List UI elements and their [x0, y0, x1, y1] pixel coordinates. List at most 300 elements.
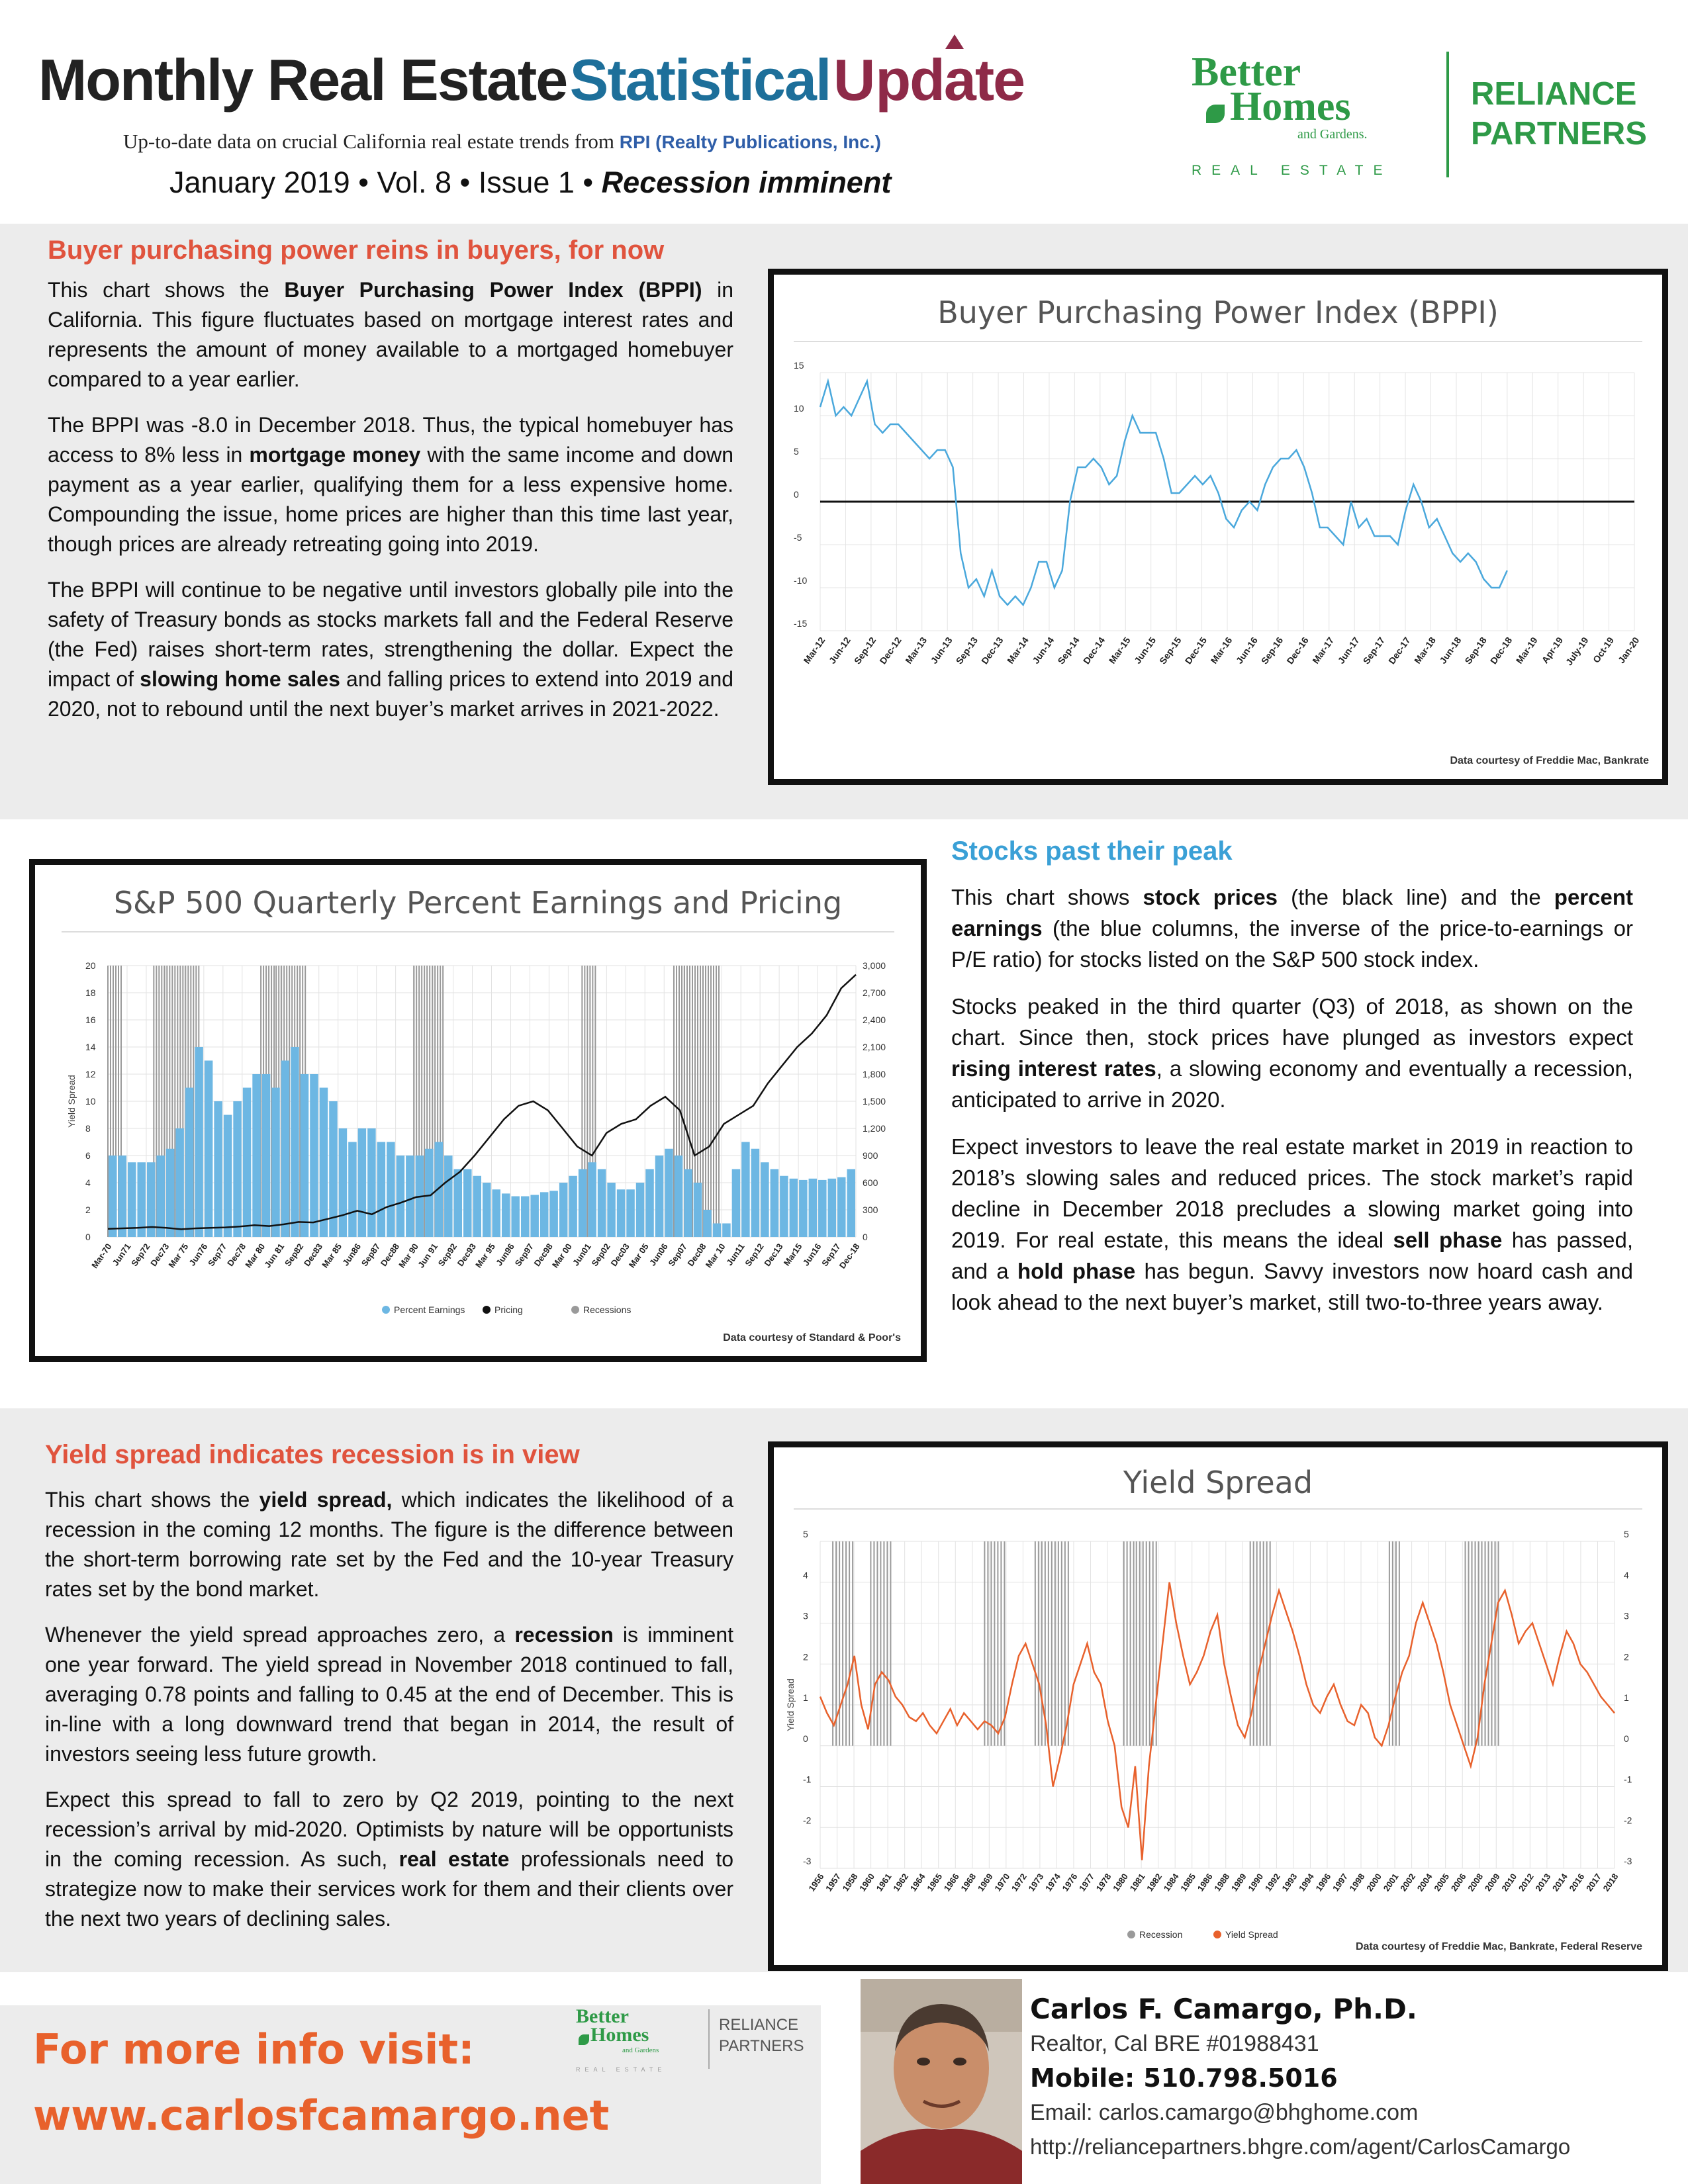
issue-info: January 2019 • Vol. 8 • Issue 1 •: [169, 165, 594, 199]
sp-x-tick-label: Dec88: [378, 1242, 402, 1269]
s2-p2-text2: , a slowing economy and eventually a recession, anticipated to arrive in 2020.: [951, 1056, 1633, 1112]
sp-x-tick-label: Jun71: [110, 1242, 133, 1268]
sp-earnings-bar: [607, 1183, 615, 1237]
s2-p3-text1: Expect investors to leave the real estate market in 2019 in reaction to 2018’s slowing sales and reduced prices. The stock market’s rapid decline in December 2018 precludes a slowing market going into 2019. For real estate, this means the ideal: [951, 1134, 1633, 1252]
bppi-series-line: [820, 381, 1507, 605]
yield-x-tick-label: 1956: [806, 1872, 826, 1893]
bppi-x-tick-label: Jun-15: [1132, 635, 1158, 666]
bppi-x-tick-label: Jun-12: [826, 635, 853, 666]
sp-earnings-bar: [397, 1156, 404, 1237]
masthead: [38, 46, 1164, 126]
bppi-x-tick-label: Jun-16: [1233, 635, 1260, 666]
s1-p1-text2: in California. This figure fluctuates based on mortgage interest rates and represents the amount of money available to a mortgaged homebuyer compared to a year earlier.: [48, 278, 734, 391]
sp-earnings-bar: [847, 1169, 855, 1238]
sp-legend-swatch: [571, 1306, 579, 1314]
sp-earnings-bar: [703, 1210, 711, 1237]
bppi-x-tick-label: Jan-20: [1615, 635, 1642, 666]
reliance-logo-line1: RELIANCE: [1471, 76, 1637, 112]
sp-y-tick-label: 2: [85, 1205, 91, 1215]
yield-x-tick-label: 2008: [1466, 1872, 1485, 1893]
sp-earnings-bar: [147, 1162, 155, 1237]
yield-y-tick-label: -1: [803, 1774, 812, 1785]
section3-title: Yield spread indicates recession is in view: [45, 1440, 580, 1469]
bppi-x-tick-label: Dec-14: [1080, 635, 1107, 666]
sp-x-tick-label: Mar15: [781, 1242, 804, 1268]
sp-earnings-bar: [463, 1169, 471, 1238]
sp-earnings-bar: [502, 1193, 510, 1237]
s1-p3-bold: slowing home sales: [140, 667, 340, 691]
sp-y2-tick-label: 0: [863, 1232, 868, 1242]
sp-x-tick-label: Dec08: [685, 1242, 708, 1269]
yield-y-tick-label: 4: [803, 1569, 808, 1580]
yield-x-tick-label: 1982: [1145, 1872, 1164, 1893]
yield-y2-tick-label: 5: [1624, 1529, 1629, 1539]
s1-p3-text2: and falling prices to extend into 2019 and 2020, not to rebound until the next buyer’s market arrives in 2021-2022.: [48, 667, 734, 721]
sp500-title-underline: [62, 931, 894, 933]
yield-x-tick-label: 1988: [1212, 1872, 1232, 1893]
yield-legend-swatch: [1213, 1931, 1221, 1938]
bppi-x-tick-label: Mar-19: [1513, 635, 1540, 666]
sp-earnings-bar: [837, 1177, 845, 1237]
bppi-x-tick-label: Sep-12: [851, 635, 878, 666]
sp-y2-tick-label: 1,500: [863, 1096, 886, 1107]
sp-earnings-bar: [137, 1162, 145, 1237]
sp-y-tick-label: 10: [85, 1096, 96, 1107]
footer-logo-gardens: and Gardens: [622, 2046, 659, 2054]
issue-headline: Recession imminent: [601, 165, 892, 199]
bppi-y-tick-label: 0: [794, 489, 799, 500]
section2-body: [951, 882, 1633, 1334]
sp-x-tick-label: Mar-70: [89, 1242, 114, 1271]
sp-y-tick-label: 14: [85, 1042, 96, 1052]
footer-reliance-logo: [719, 2015, 804, 2057]
sp-x-tick-label: Dec98: [532, 1242, 555, 1269]
yield-x-tick-label: 1986: [1195, 1872, 1215, 1893]
yield-y-tick-label: 2: [803, 1651, 808, 1662]
bhg-logo: [1185, 52, 1436, 184]
sp-x-tick-label: Dec03: [608, 1242, 632, 1269]
bppi-chart-frame: [768, 269, 1668, 785]
agent-license: Realtor, Cal BRE #01988431: [1030, 2031, 1319, 2056]
sp-earnings-bar: [790, 1179, 798, 1237]
sp-x-tick-label: Sep12: [743, 1242, 766, 1269]
sp-x-tick-label: Jun 81: [262, 1242, 287, 1270]
yield-chart-frame: [768, 1441, 1668, 1971]
s3-p1-text1: This chart shows the: [45, 1488, 250, 1512]
bppi-x-tick-label: Jun-14: [1030, 635, 1056, 666]
sp-x-tick-label: Sep92: [436, 1242, 459, 1269]
sp-earnings-bar: [645, 1169, 653, 1238]
sp500-chart-title: S&P 500 Quarterly Percent Earnings and Pricing: [113, 885, 843, 921]
sp-y2-tick-label: 300: [863, 1205, 878, 1215]
sp-earnings-bar: [195, 1047, 203, 1237]
bppi-y-tick-label: -15: [794, 618, 808, 629]
sp-earnings-bar: [271, 1088, 279, 1238]
sp-y2-tick-label: 900: [863, 1150, 878, 1161]
sp-earnings-bar: [291, 1047, 299, 1237]
yield-x-tick-label: 1989: [1229, 1872, 1248, 1893]
sp-earnings-bar: [243, 1088, 251, 1238]
agent-url[interactable]: http://reliancepartners.bhgre.com/agent/CarlosCamargo: [1030, 2134, 1571, 2159]
yield-x-tick-label: 2012: [1516, 1872, 1536, 1893]
bppi-x-tick-label: Oct-19: [1590, 635, 1617, 665]
yield-x-tick-label: 1974: [1043, 1872, 1062, 1893]
sp-earnings-bar: [732, 1169, 740, 1238]
sp-x-tick-label: Jun96: [494, 1242, 516, 1268]
yield-y2-tick-label: 4: [1624, 1569, 1629, 1580]
bppi-y-tick-label: -5: [794, 532, 802, 543]
bppi-x-tick-label: Mar-13: [903, 635, 929, 666]
bppi-x-tick-label: Dec-18: [1487, 635, 1515, 666]
masthead-title-part3: U: [833, 47, 876, 113]
sp-legend-label: Recessions: [583, 1304, 632, 1315]
s1-p2-text2: with the same income and down payment as a year earlier, qualifying them for a less expensive home. Compounding the issue, home prices are higher than this time last year, though prices are already retreating going into 2019.: [48, 443, 734, 556]
agent-photo: [861, 1979, 1022, 2184]
bppi-title-underline: [794, 341, 1642, 342]
footer-leaf-icon: [579, 2034, 589, 2045]
sp-earnings-bar: [530, 1195, 538, 1237]
sp-earnings-bar: [626, 1189, 634, 1237]
sp-earnings-bar: [175, 1128, 183, 1237]
bppi-x-tick-label: Sep-16: [1258, 635, 1286, 666]
s1-p2-bold: mortgage money: [249, 443, 421, 467]
yield-x-tick-label: 1998: [1347, 1872, 1367, 1893]
bhg-logo-homes: Homes: [1230, 84, 1351, 129]
s3-p1-bold: yield spread,: [259, 1488, 393, 1512]
yield-x-tick-label: 1977: [1077, 1872, 1096, 1893]
sp-x-tick-label: Mar 80: [243, 1242, 267, 1270]
yield-y2-tick-label: 0: [1624, 1733, 1629, 1744]
s2-p2-text1: Stocks peaked in the third quarter (Q3) of 2018, as shown on the chart. Since then, stock prices have plunged as investors expect: [951, 994, 1633, 1050]
up-arrow-icon: [945, 34, 964, 49]
yield-y2-tick-label: 2: [1624, 1651, 1629, 1662]
sp-y2-tick-label: 1,200: [863, 1123, 886, 1134]
sp-earnings-bar: [521, 1197, 529, 1238]
footer-reliance-line1: RELIANCE: [719, 2016, 799, 2034]
sp-x-tick-label: Jun01: [570, 1242, 593, 1268]
sp-earnings-bar: [118, 1156, 126, 1237]
sp-x-tick-label: Sep82: [282, 1242, 306, 1269]
sp500-chart-credit: Data courtesy of Standard & Poor's: [723, 1332, 901, 1343]
sp-x-tick-label: Sep87: [359, 1242, 383, 1269]
sp-x-tick-label: Sep77: [206, 1242, 229, 1269]
s2-p1-text1: This chart shows: [951, 885, 1130, 909]
yield-y-tick-label: -2: [803, 1815, 812, 1826]
yield-y-tick-label: -3: [803, 1856, 812, 1866]
yield-x-tick-label: 2001: [1381, 1872, 1401, 1893]
yield-x-tick-label: 1970: [992, 1872, 1012, 1893]
sp-legend-swatch: [483, 1306, 491, 1314]
bppi-x-tick-label: Sep-13: [953, 635, 980, 666]
sp-x-tick-label: Dec83: [301, 1242, 325, 1269]
sp-earnings-bar: [799, 1180, 807, 1237]
sp-earnings-bar: [109, 1156, 117, 1237]
bhg-logo-gardens: and Gardens.: [1297, 127, 1368, 142]
sp-earnings-bar: [262, 1074, 270, 1237]
sp-x-tick-label: Sep07: [666, 1242, 689, 1269]
sp-earnings-bar: [492, 1189, 500, 1237]
sp-x-tick-label: Sep97: [512, 1242, 536, 1269]
yield-x-tick-label: 1969: [975, 1872, 995, 1893]
section3-paragraph3: [45, 1785, 733, 1934]
yield-x-tick-label: 1994: [1297, 1872, 1316, 1893]
sp-y-tick-label: 18: [85, 987, 96, 998]
sp-y-tick-label: 6: [85, 1150, 91, 1161]
bppi-x-tick-label: Jun-13: [928, 635, 955, 666]
sp-x-tick-label: Mar 90: [397, 1242, 421, 1270]
yield-x-tick-label: 2013: [1533, 1872, 1553, 1893]
sp-earnings-bar: [454, 1169, 462, 1238]
bppi-x-tick-label: Mar-12: [801, 635, 827, 666]
sp-earnings-bar: [809, 1179, 817, 1237]
issue-line: [169, 165, 1030, 200]
yield-x-tick-label: 2017: [1584, 1872, 1603, 1893]
bppi-x-tick-label: Dec-15: [1182, 635, 1209, 666]
sp-x-tick-label: Mar 10: [703, 1242, 727, 1270]
section3-paragraph2: [45, 1620, 733, 1769]
yield-y-tick-label: 5: [803, 1529, 808, 1539]
footer-logo-homes: Homes: [590, 2024, 649, 2046]
sp-earnings-bar: [617, 1189, 625, 1237]
bppi-x-tick-label: Dec-16: [1284, 635, 1311, 666]
yield-x-tick-label: 1980: [1111, 1872, 1131, 1893]
sp-earnings-bar: [828, 1179, 836, 1237]
sp-earnings-bar: [310, 1074, 318, 1237]
sp-y2-tick-label: 2,100: [863, 1042, 886, 1052]
yield-y-tick-label: 3: [803, 1610, 808, 1621]
s2-p3-text3: has begun. Savvy investors now hoard cash and look ahead to the next buyer’s market, still two-to-three years away.: [951, 1259, 1634, 1314]
section2-title: Stocks past their peak: [951, 837, 1233, 866]
sp-earnings-bar: [166, 1149, 174, 1237]
sp-earnings-bar: [549, 1191, 557, 1237]
bppi-y-tick-label: 10: [794, 403, 804, 414]
s1-p3-text1: The BPPI will continue to be negative until investors globally pile into the safety of Treasury bonds as stocks markets fall and the Federal Reserve (the Fed) raises short-term rates, strengthening the dollar. Expect the impact of: [48, 578, 733, 691]
sp-x-tick-label: Mar 05: [626, 1242, 651, 1270]
agent-contact: [1030, 1992, 1685, 2164]
section3-paragraph1: [45, 1485, 733, 1604]
sp-legend-swatch: [382, 1306, 390, 1314]
sp-earnings-bar: [713, 1224, 721, 1238]
yield-x-tick-label: 1958: [840, 1872, 860, 1893]
sp-earnings-bar: [540, 1192, 548, 1237]
bppi-x-tick-label: Mar-17: [1310, 635, 1336, 666]
sp-earnings-bar: [406, 1156, 414, 1237]
sp-x-tick-label: Dec78: [225, 1242, 248, 1269]
sp-earnings-bar: [665, 1149, 673, 1237]
s2-p1-bold2: percent earnings: [951, 885, 1633, 940]
sp-y2-tick-label: 600: [863, 1177, 878, 1188]
s2-p3-text2: has passed, and a: [951, 1228, 1633, 1283]
sp-x-tick-label: Sep02: [589, 1242, 612, 1269]
sp-x-tick-label: Jun16: [800, 1242, 823, 1268]
bhg-logo-real-estate: REAL ESTATE: [1192, 163, 1393, 178]
yield-title-underline: [794, 1508, 1642, 1510]
yield-legend-swatch: [1127, 1931, 1135, 1938]
section2-paragraph3: [951, 1131, 1633, 1318]
sp-x-tick-label: Sep17: [820, 1242, 843, 1269]
bppi-x-tick-label: Sep-18: [1462, 635, 1489, 666]
sp-earnings-bar: [511, 1197, 519, 1238]
sp-earnings-bar: [588, 1162, 596, 1237]
bppi-x-tick-label: Sep-17: [1360, 635, 1387, 666]
yield-x-tick-label: 2010: [1499, 1872, 1519, 1893]
sp-x-tick-label: Mar 00: [549, 1242, 574, 1270]
section1-paragraph3: [48, 575, 733, 724]
bppi-chart: [774, 353, 1662, 750]
bppi-x-tick-label: Mar-15: [1106, 635, 1133, 666]
sp-y2-tick-label: 2,700: [863, 987, 886, 998]
s3-p1-text2: which indicates the likelihood of a recession in the coming 12 months. The figure is the difference between the short-term borrowing rate set by the Fed and the 10-year Treasury rates set by the bond market.: [45, 1488, 734, 1601]
s3-p2-text2: is imminent one year forward. The yield spread in November 2018 continued to fall, averaging 0.78 points and falling to 0.45 at the end of December. This is in-line with a long downward trend that began in 2014, the result of investors seeing less future growth.: [45, 1623, 734, 1766]
yield-x-tick-label: 1978: [1094, 1872, 1113, 1893]
s2-p1-text3: (the blue columns, the inverse of the price-to-earnings or P/E ratio) for stocks listed on the S&P 500 stock index.: [951, 916, 1634, 972]
yield-y2-tick-label: -1: [1624, 1774, 1632, 1785]
yield-x-tick-label: 2005: [1432, 1872, 1452, 1893]
s2-p3-bold1: sell phase: [1393, 1228, 1503, 1252]
yield-x-tick-label: 1962: [891, 1872, 911, 1893]
section2-paragraph1: [951, 882, 1633, 975]
masthead-subtitle: [123, 130, 1116, 154]
s1-p1-text1: This chart shows the: [48, 278, 269, 302]
sp-earnings-bar: [224, 1115, 232, 1238]
yield-x-tick-label: 2006: [1448, 1872, 1468, 1893]
yield-x-tick-label: 2018: [1601, 1872, 1620, 1893]
s3-p2-bold: recession: [514, 1623, 614, 1647]
sp-earnings-bar: [483, 1183, 491, 1237]
sp-earnings-bar: [444, 1156, 452, 1237]
reliance-partners-logo: [1471, 74, 1669, 154]
sp-earnings-bar: [348, 1142, 356, 1238]
sp-y-tick-label: 16: [85, 1015, 96, 1025]
sp-y-tick-label: 12: [85, 1069, 96, 1079]
yield-legend-label: Recession: [1139, 1929, 1183, 1940]
sp-earnings-bar: [128, 1162, 136, 1237]
yield-chart-title: Yield Spread: [1123, 1465, 1313, 1500]
bppi-y-tick-label: -10: [794, 575, 808, 586]
yield-y2-tick-label: -3: [1624, 1856, 1632, 1866]
yield-y-tick-label: 1: [803, 1692, 808, 1703]
yield-x-tick-label: 2000: [1364, 1872, 1384, 1893]
sp-earnings-bar: [675, 1156, 682, 1237]
sp-x-tick-label: Jun 91: [416, 1242, 440, 1270]
s2-p1-text2: (the black line) and the: [1291, 885, 1541, 909]
subtitle-brand: RPI (Realty Publications, Inc.): [619, 132, 881, 152]
footer-logo-better: Better: [576, 2005, 629, 2027]
bppi-x-tick-label: July-19: [1563, 635, 1591, 668]
sp-x-tick-label: Dec73: [148, 1242, 171, 1269]
footer-reliance-line2: PARTNERS: [719, 2037, 804, 2055]
sp-earnings-bar: [367, 1128, 375, 1237]
bppi-x-tick-label: Sep-15: [1157, 635, 1184, 666]
sp-earnings-bar: [387, 1142, 395, 1238]
yield-y2-tick-label: 1: [1624, 1692, 1629, 1703]
sp-earnings-bar: [320, 1088, 328, 1238]
yield-y2-tick-label: -2: [1624, 1815, 1632, 1826]
bppi-x-tick-label: Mar-14: [1004, 635, 1031, 666]
website-link[interactable]: www.carlosfcamargo.net: [33, 2091, 610, 2140]
yield-chart: [774, 1514, 1662, 1950]
bppi-x-tick-label: Sep-14: [1055, 635, 1082, 666]
bppi-x-tick-label: Dec-12: [877, 635, 904, 666]
leaf-icon: [1206, 105, 1225, 123]
sp-earnings-bar: [185, 1088, 193, 1238]
sp-earnings-bar: [559, 1183, 567, 1237]
sp-x-tick-label: Mar 75: [166, 1242, 191, 1270]
section1-title: Buyer purchasing power reins in buyers, for now: [48, 236, 665, 265]
yield-x-tick-label: 1990: [1246, 1872, 1266, 1893]
sp-earnings-bar: [771, 1169, 778, 1238]
section3-body: [45, 1485, 733, 1950]
yield-x-tick-label: 1997: [1331, 1872, 1350, 1893]
sp-earnings-bar: [722, 1224, 730, 1238]
yield-x-tick-label: 1972: [1009, 1872, 1029, 1893]
sp-earnings-bar: [214, 1101, 222, 1237]
agent-mobile: Mobile: 510.798.5016: [1030, 2064, 1338, 2093]
yield-x-tick-label: 1992: [1262, 1872, 1282, 1893]
masthead-title-part2: Statistical: [569, 47, 831, 113]
sp-y2-tick-label: 2,400: [863, 1015, 886, 1025]
s2-p3-bold2: hold phase: [1017, 1259, 1136, 1283]
bppi-x-tick-label: Apr-19: [1539, 635, 1566, 666]
sp-y2-tick-label: 3,000: [863, 960, 886, 971]
footer-bhg-logo: [576, 2005, 708, 2085]
sp-x-tick-label: Dec-18: [837, 1242, 862, 1271]
section1-paragraph1: [48, 275, 733, 394]
sp-y-axis-label: Yield Spread: [66, 1075, 77, 1128]
sp-earnings-bar: [655, 1156, 663, 1237]
agent-email[interactable]: Email: carlos.camargo@bhghome.com: [1030, 2100, 1419, 2125]
sp-legend-label: Pricing: [494, 1304, 523, 1315]
s3-p2-text1: Whenever the yield spread approaches zero, a: [45, 1623, 506, 1647]
yield-legend-label: Yield Spread: [1225, 1929, 1278, 1940]
sp-earnings-bar: [281, 1061, 289, 1238]
sp-earnings-bar: [301, 1074, 308, 1237]
sp-x-tick-label: Jun86: [340, 1242, 363, 1268]
s3-p3-bold: real estate: [399, 1847, 510, 1871]
s3-p3-text2: professionals need to strategize now to make their services work for them and their clients over the next two years of declining sales.: [45, 1847, 734, 1931]
masthead-title-part1: Monthly Real Estate: [38, 47, 567, 113]
sp-y-tick-label: 0: [85, 1232, 91, 1242]
bppi-x-tick-label: Mar-18: [1411, 635, 1438, 666]
s1-p1-bold: Buyer Purchasing Power Index (BPPI): [284, 278, 702, 302]
reliance-logo-line2: PARTNERS: [1471, 116, 1647, 152]
sp-earnings-bar: [233, 1101, 241, 1237]
subtitle-text: Up-to-date data on crucial California real estate trends from: [123, 130, 614, 153]
sp-y-tick-label: 8: [85, 1123, 91, 1134]
sp-earnings-bar: [156, 1156, 164, 1237]
sp-earnings-bar: [339, 1128, 347, 1237]
yield-x-tick-label: 2009: [1482, 1872, 1502, 1893]
footer-logo-real-estate: REAL ESTATE: [576, 2066, 667, 2073]
sp-x-tick-label: Dec13: [762, 1242, 785, 1269]
agent-name: Carlos F. Camargo, Ph.D.: [1030, 1993, 1417, 2025]
footer-logo-divider: [708, 2009, 710, 2069]
sp-x-tick-label: Sep72: [129, 1242, 152, 1269]
s1-p2-text1: The BPPI was -8.0 in December 2018. Thus, the typical homebuyer has access to 8% less in: [48, 413, 733, 467]
bppi-x-tick-label: Dec-17: [1386, 635, 1413, 666]
sp-y-tick-label: 4: [85, 1177, 91, 1188]
yield-x-tick-label: 2014: [1550, 1872, 1570, 1893]
sp-x-tick-label: Jun06: [647, 1242, 670, 1268]
bhg-logo-better: Better: [1192, 50, 1301, 95]
yield-x-tick-label: 1957: [823, 1872, 843, 1893]
logo-divider: [1446, 52, 1449, 177]
sp-earnings-bar: [818, 1180, 826, 1237]
sp-x-tick-label: Dec93: [455, 1242, 478, 1269]
sp-x-tick-label: Mar 95: [473, 1242, 497, 1270]
sp-earnings-bar: [435, 1142, 443, 1238]
yield-x-tick-label: 1996: [1313, 1872, 1333, 1893]
